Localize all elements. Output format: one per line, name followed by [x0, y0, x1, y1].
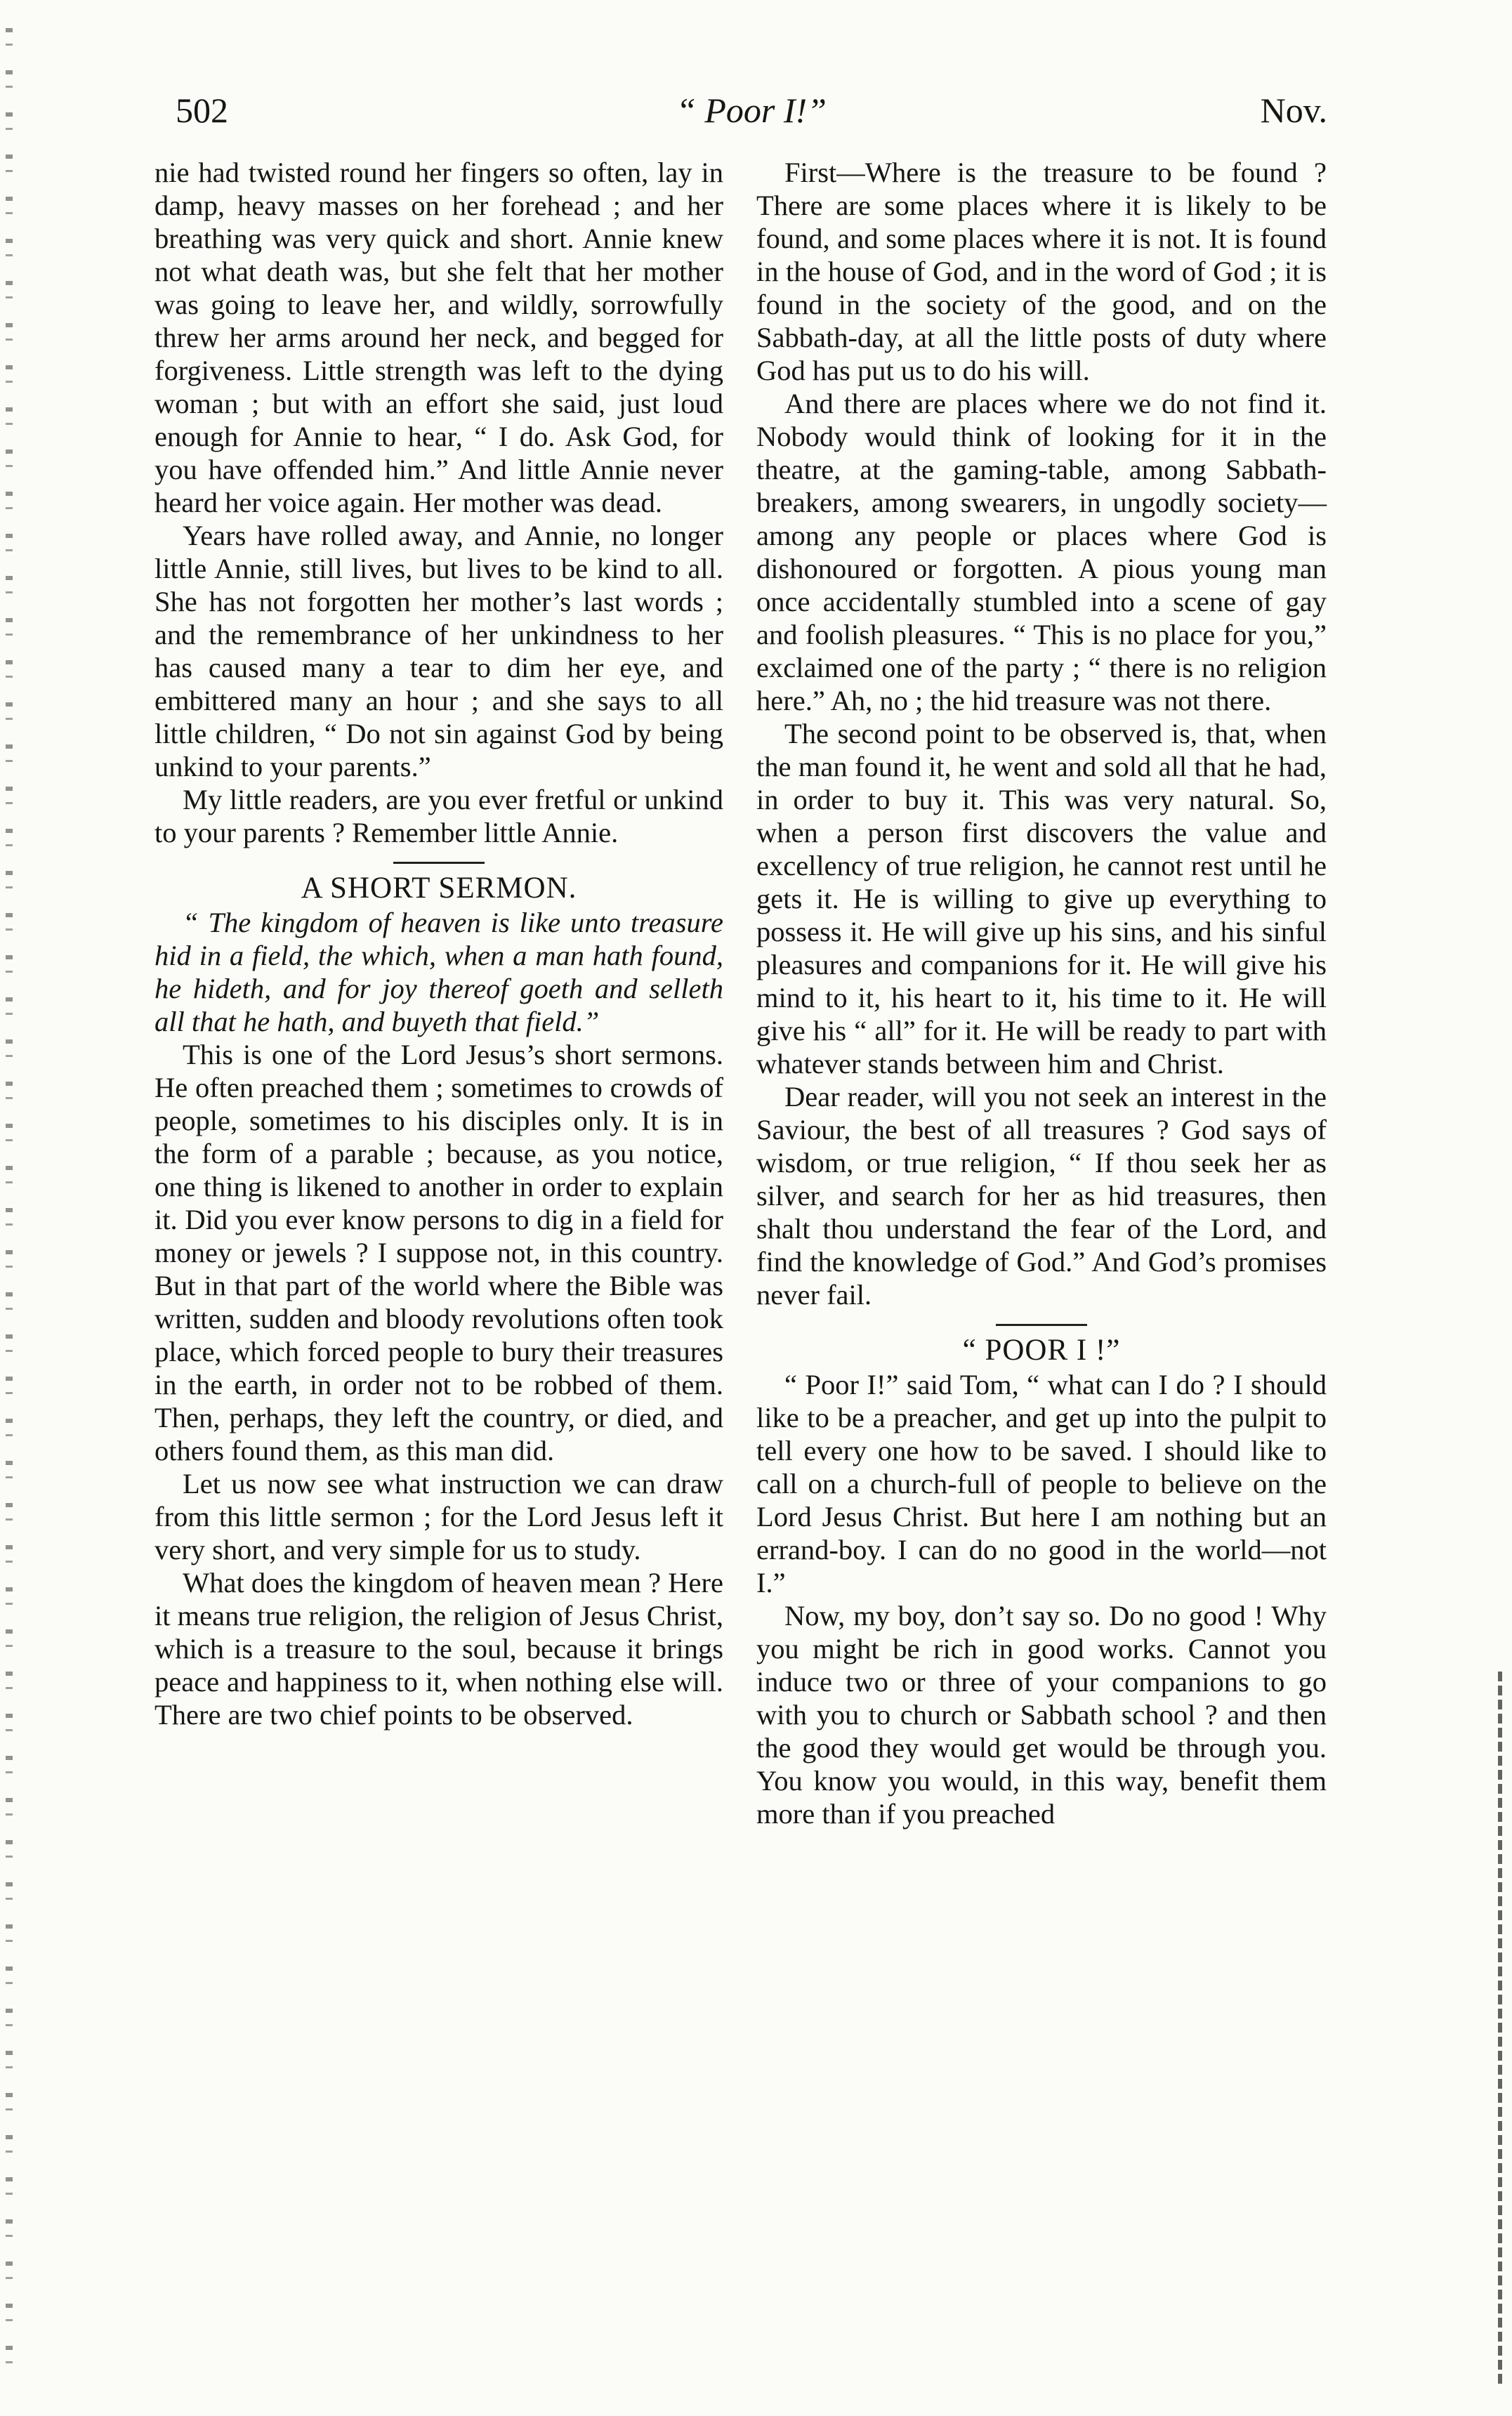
paragraph: My little readers, are you ever fretful or unkind to your parents ? Remember little Annie.	[155, 784, 723, 848]
section-divider	[996, 1324, 1087, 1326]
month-label: Nov.	[1260, 91, 1327, 130]
running-title: “ Poor I!”	[676, 91, 827, 130]
left-column	[155, 156, 723, 1731]
section-divider	[393, 862, 485, 864]
scanned-page-edge-right	[1498, 1672, 1502, 2388]
paragraph: Let us now see what instruction we can draw from this little sermon ; for the Lord Jesus left it very short, and very simple for us to study.	[155, 1468, 723, 1565]
right-column	[756, 156, 1327, 1830]
paragraph: nie had twisted round her fingers so often, lay in damp, heavy masses on her forehead ; and her breathing was very quick and short. Annie knew not what death was, but she felt that her mother was going to leave her, and wildly, sorrowfully threw her arms around her neck, and begged for forgiveness. Little strength was left to the dying woman ; but with an effort she said, just loud enough for Annie to hear, “ I do. Ask God, for you have offended him.” And little Annie never heard her voice again. Her mother was dead.	[155, 157, 723, 518]
page-header	[176, 90, 1327, 139]
section-heading: A SHORT SERMON.	[301, 872, 577, 905]
paragraph: What does the kingdom of heaven mean ? Here it means true religion, the religion of Jesus Christ, which is a treasure to the soul, because it brings peace and happiness to it, when nothing else will. There are two chief points to be observed.	[155, 1567, 723, 1731]
paragraph: First—Where is the treasure to be found ? There are some places where it is likely to be found, and some places where it is not. It is found in the house of God, and in the word of God ; it is found in the society of the good, and on the Sabbath-day, at all the little posts of duty where God has put us to do his will.	[756, 157, 1327, 386]
paragraph: This is one of the Lord Jesus’s short sermons. He often preached them ; sometimes to crowds of people, sometimes to his disciples only. It is in the form of a parable ; because, as you notice, one thing is likened to another in order to explain it. Did you ever know persons to dig in a field for money or jewels ? I suppose not, in this country. But in that part of the world where the Bible was written, sudden and bloody revolutions often took place, which forced people to bury their treasures in the earth, in order not to be robbed of them. Then, perhaps, they left the country, or died, and others found them, as this man did.	[155, 1039, 723, 1466]
section-heading: “ POOR I !”	[962, 1334, 1121, 1367]
scripture-quote: “ The kingdom of heaven is like unto treasure hid in a field, the which, when a man hath found, he hideth, and for joy thereof goeth and selleth all that he hath, and buyeth that field.”	[155, 907, 723, 1037]
paragraph: The second point to be observed is, that, when the man found it, he went and sold all that he had, in order to buy it. This was very natural. So, when a person first discovers the value and excellency of true religion, he cannot rest until he gets it. He is willing to give up everything to possess it. He will give up his sins, and his sinful pleasures and companions for it. He will give his mind to it, his heart to it, his time to it. He will give his “ all” for it. He will be ready to part with whatever stands between him and Christ.	[756, 718, 1327, 1079]
page-number: 502	[176, 91, 228, 130]
paragraph: Years have rolled away, and Annie, no longer little Annie, still lives, but lives to be kind to all. She has not forgotten her mother’s last words ; and the remembrance of her unkindness to her has caused many a tear to dim her eye, and embittered many an hour ; and she says to all little children, “ Do not sin against God by being unkind to your parents.”	[155, 520, 723, 782]
paragraph: And there are places where we do not find it. Nobody would think of looking for it in the theatre, at the gaming-table, among Sabbath-breakers, among swearers, in ungodly society—among any people or places where God is dishonoured or forgotten. A pious young man once accidentally stumbled into a scene of gay and foolish pleasures. “ This is no place for you,” exclaimed one of the party ; “ there is no religion here.” Ah, no ; the hid treasure was not there.	[756, 388, 1327, 716]
scanned-page-edge-left	[6, 28, 13, 2388]
paragraph: Dear reader, will you not seek an interest in the Saviour, the best of all treasures ? God says of wisdom, or true religion, “ If thou seek her as silver, and search for her as hid treasures, then shalt thou understand the fear of the Lord, and find the knowledge of God.” And God’s promises never fail.	[756, 1081, 1327, 1311]
paragraph: Now, my boy, don’t say so. Do no good ! Why you might be rich in good works. Cannot you induce two or three of your companions to go with you to church or Sabbath school ? and then the good they would get would be through you. You know you would, in this way, benefit them more than if you preached	[756, 1600, 1327, 1830]
paragraph: “ Poor I!” said Tom, “ what can I do ? I should like to be a preacher, and get up into the pulpit to tell every one how to be saved. I should like to call on a church-full of people to believe on the Lord Jesus Christ. But here I am nothing but an errand-boy. I can do no good in the world—not I.”	[756, 1369, 1327, 1598]
